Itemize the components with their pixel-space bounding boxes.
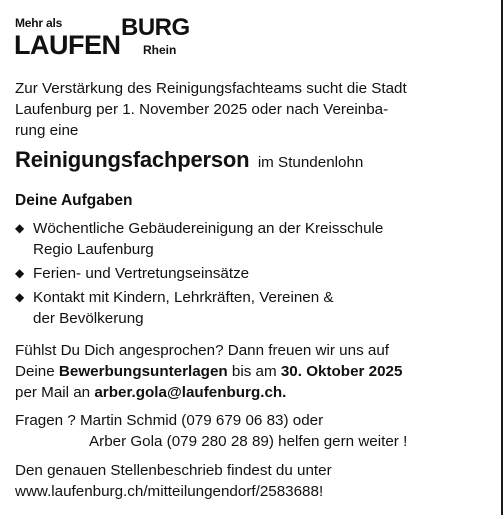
list-item-text: Regio Laufenburg — [33, 241, 154, 258]
list-item — [15, 218, 495, 260]
text-fragment: bis am — [227, 363, 281, 380]
logo-main-word: LAUFEN — [14, 30, 121, 60]
intro-line: Zur Verstärkung des Reinigungsfachteams sucht die Stadt — [15, 80, 407, 97]
diamond-bullet-icon: ◆ — [15, 290, 25, 304]
tasks-heading: Deine Aufgaben — [15, 192, 133, 209]
application-line — [15, 382, 495, 403]
job-title-row — [15, 147, 363, 173]
diamond-bullet-icon: ◆ — [15, 266, 25, 280]
list-item-text: Wöchentliche Gebäudereinigung an der Kreisschule — [33, 220, 384, 237]
logo-bottom-text: Rhein — [143, 43, 177, 57]
logo-accent-word: BURG — [121, 14, 190, 41]
list-item — [15, 287, 495, 329]
text-fragment: per Mail an — [15, 384, 95, 401]
job-description-link[interactable]: www.laufenburg.ch/mitteilungendorf/2583688! — [15, 483, 324, 500]
footer-paragraph — [15, 460, 495, 502]
contact-email-link[interactable]: arber.gola@laufenburg.ch. — [94, 384, 287, 401]
job-title: Reinigungsfachperson — [15, 147, 250, 172]
intro-line: rung eine — [15, 122, 79, 139]
contact-paragraph — [15, 410, 495, 452]
intro-line: Laufenburg per 1. November 2025 oder nach Vereinba- — [15, 101, 389, 118]
diamond-bullet-icon: ◆ — [15, 221, 25, 235]
logo-top-text: Mehr als — [15, 16, 63, 30]
deadline-date: 30. Oktober 2025 — [280, 363, 403, 380]
documents-emphasis: Bewerbungsunterlagen — [58, 363, 228, 380]
application-line — [15, 361, 495, 382]
list-item-text: Ferien- und Vertretungseinsätze — [33, 265, 250, 282]
text-fragment: Deine — [15, 363, 59, 380]
contact-line: Arber Gola (079 280 28 89) helfen gern weiter ! — [89, 433, 408, 450]
intro-paragraph — [15, 78, 495, 141]
job-title-suffix: im Stundenlohn — [257, 154, 364, 171]
list-item-text: der Bevölkerung — [33, 310, 144, 327]
list-item — [15, 263, 495, 284]
footer-line: Den genauen Stellenbeschrieb findest du unter — [15, 462, 332, 479]
contact-line: Fragen ? Martin Schmid (079 679 06 83) oder — [15, 412, 324, 429]
application-paragraph — [15, 340, 495, 403]
application-line: Fühlst Du Dich angesprochen? Dann freuen wir uns auf — [15, 342, 389, 359]
list-item-text: Kontakt mit Kindern, Lehrkräften, Vereinen & — [33, 289, 334, 306]
laufenburg-logo — [15, 14, 215, 64]
tasks-list — [15, 218, 495, 332]
